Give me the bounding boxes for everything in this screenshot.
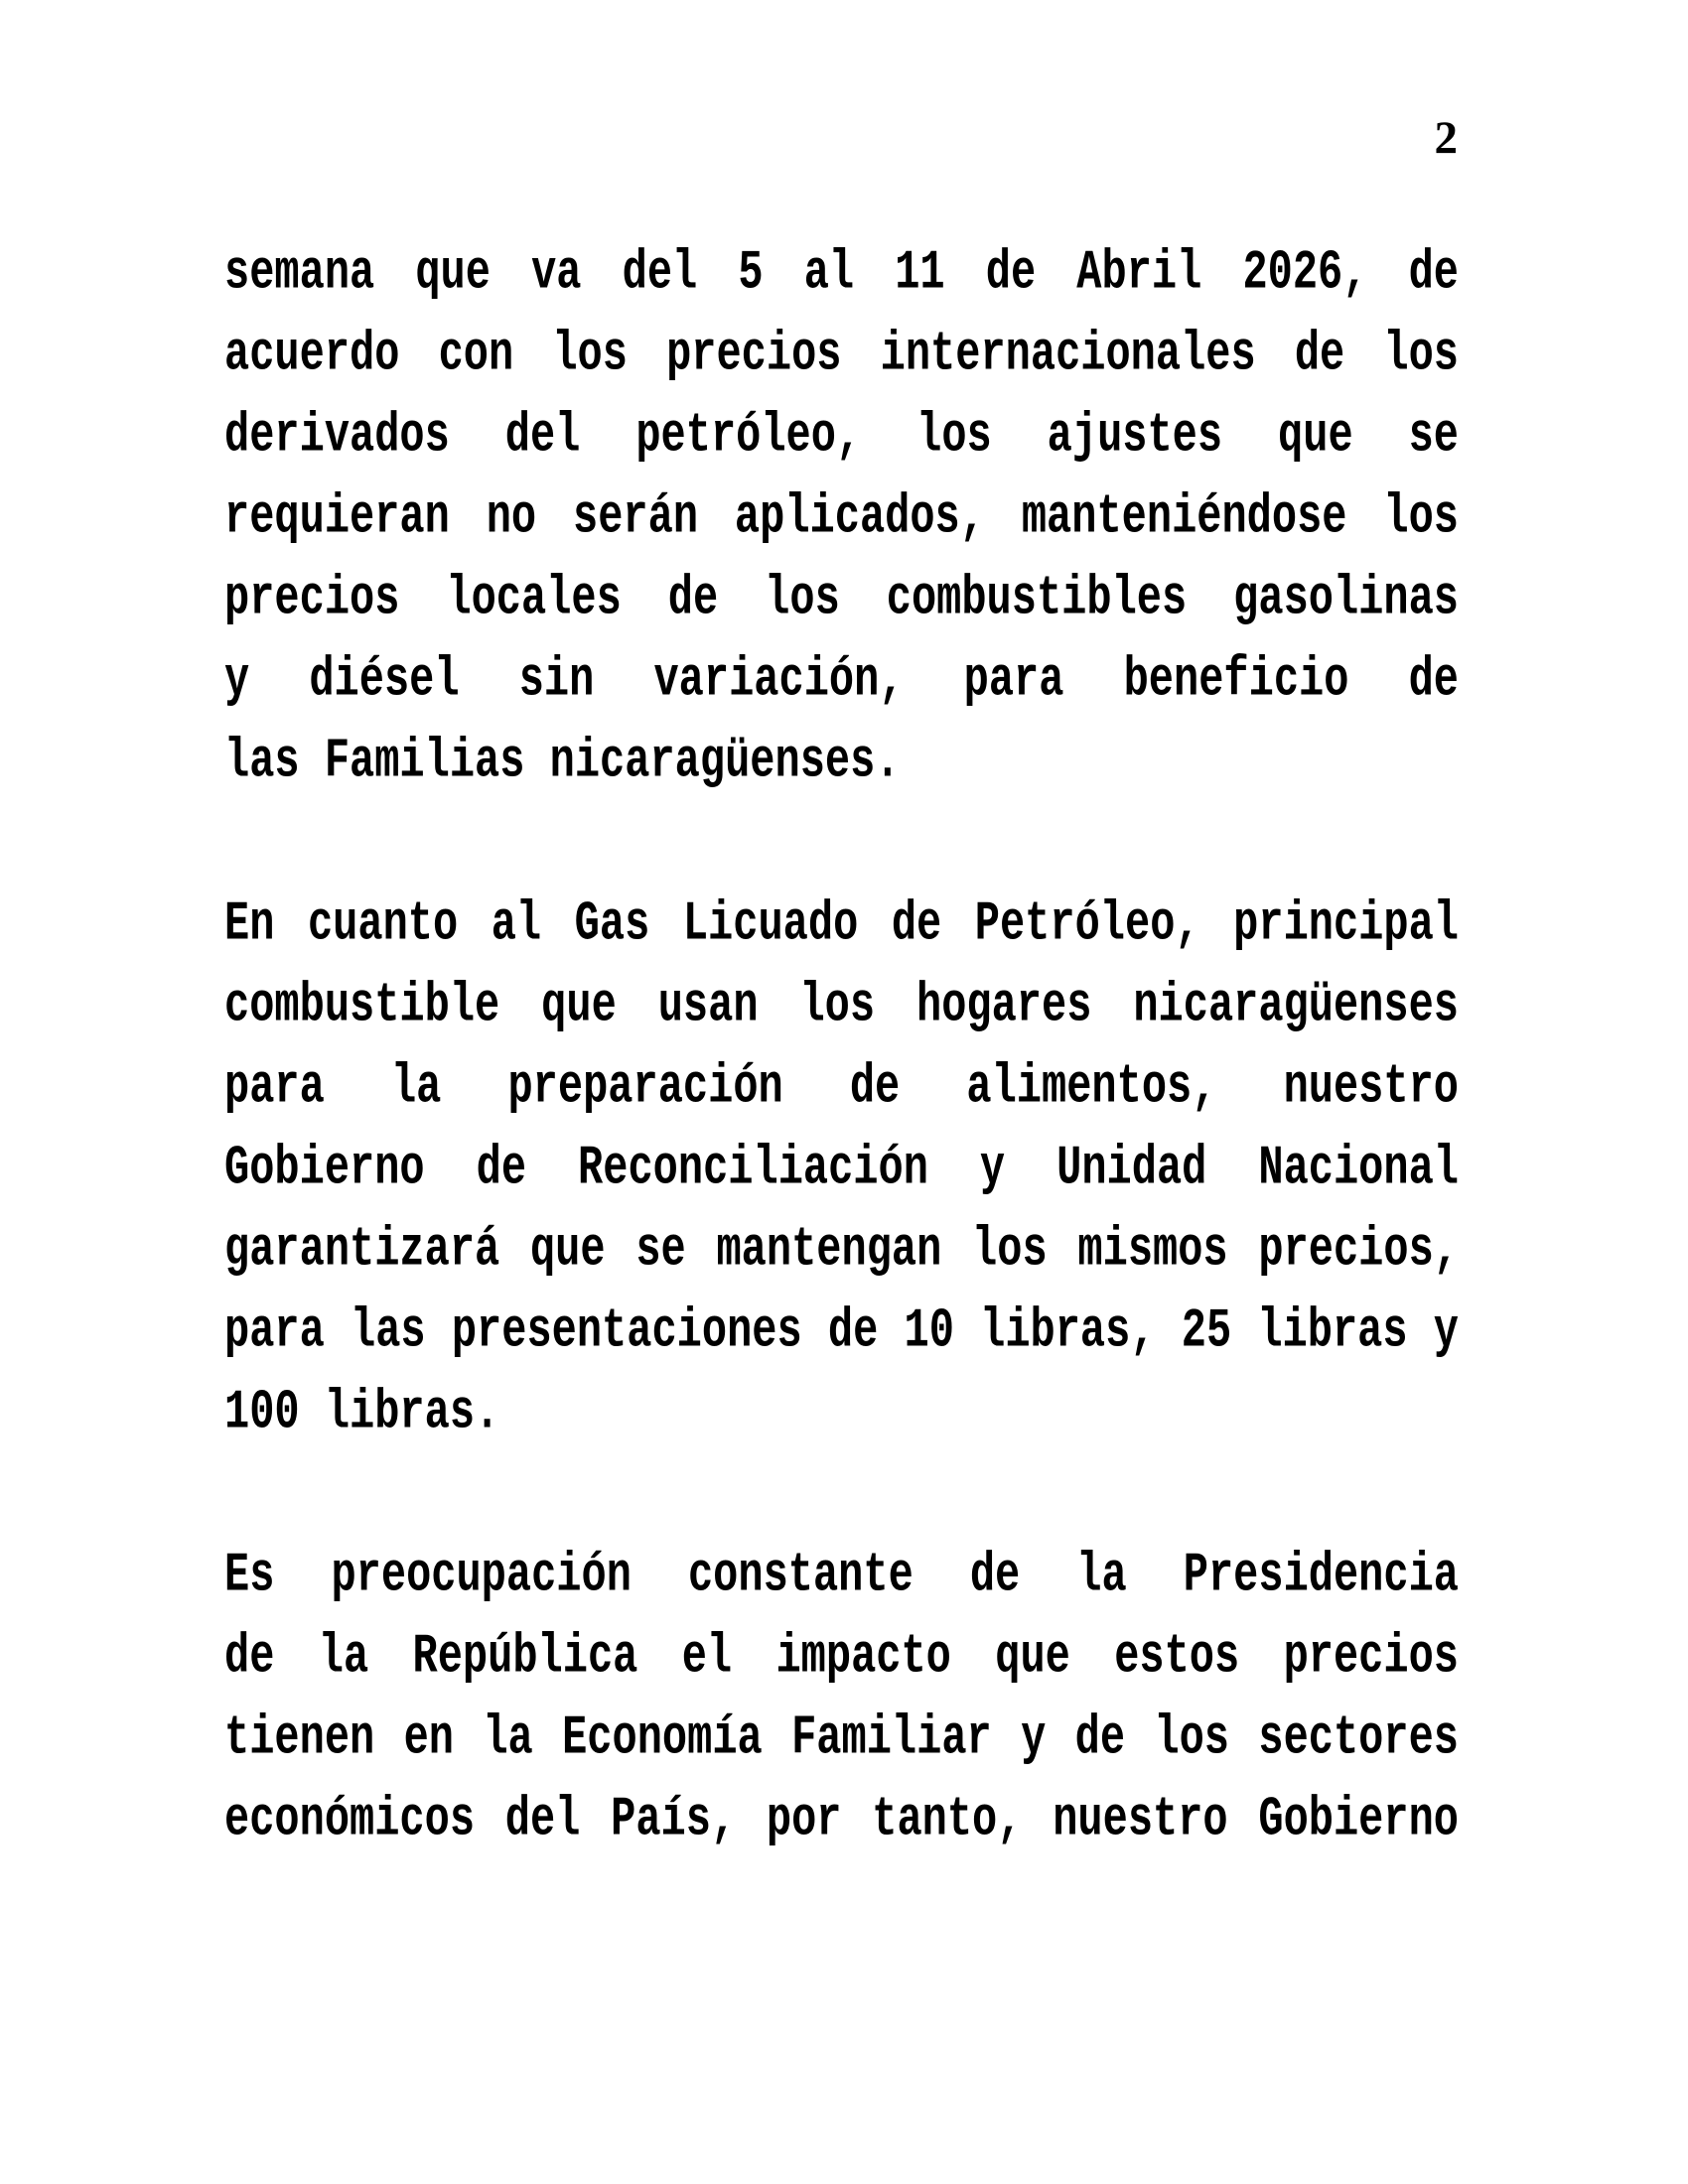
text-line: y diésel sin variación, para beneficio de [224, 648, 1459, 712]
text-line: Es preocupación constante de la Presidencia [224, 1544, 1459, 1607]
document-body [224, 232, 1459, 1942]
paragraph-fuel-prices [224, 232, 1459, 802]
text-line: semana que va del 5 al 11 de Abril 2026, de [224, 241, 1459, 305]
text-line: para la preparación de alimentos, nuestro [224, 1055, 1459, 1119]
text-line: para las presentaciones de 10 libras, 25 libras y [224, 1299, 1459, 1363]
page-number: 2 [1434, 112, 1458, 164]
text-line: Gobierno de Reconciliación y Unidad Nacional [224, 1137, 1459, 1200]
text-line: garantizará que se mantengan los mismos precios, [224, 1218, 1459, 1282]
text-line: 100 libras. [224, 1381, 500, 1444]
paragraph-presidency-concern [224, 1535, 1459, 1860]
paragraph-lp-gas [224, 884, 1459, 1453]
text-line: precios locales de los combustibles gasolinas [224, 567, 1459, 630]
text-line: económicos del País, por tanto, nuestro Gobierno [224, 1788, 1459, 1851]
text-line: combustible que usan los hogares nicaragüenses [224, 974, 1459, 1037]
text-line: tienen en la Economía Familiar y de los sectores [224, 1706, 1459, 1770]
text-line: En cuanto al Gas Licuado de Petróleo, principal [224, 892, 1459, 956]
text-line: las Familias nicaragüenses. [224, 730, 901, 793]
text-line: de la República el impacto que estos precios [224, 1625, 1459, 1689]
text-line: requieran no serán aplicados, manteniéndose los [224, 485, 1459, 549]
text-line: acuerdo con los precios internacionales de los [224, 323, 1459, 386]
text-line: derivados del petróleo, los ajustes que se [224, 404, 1459, 468]
